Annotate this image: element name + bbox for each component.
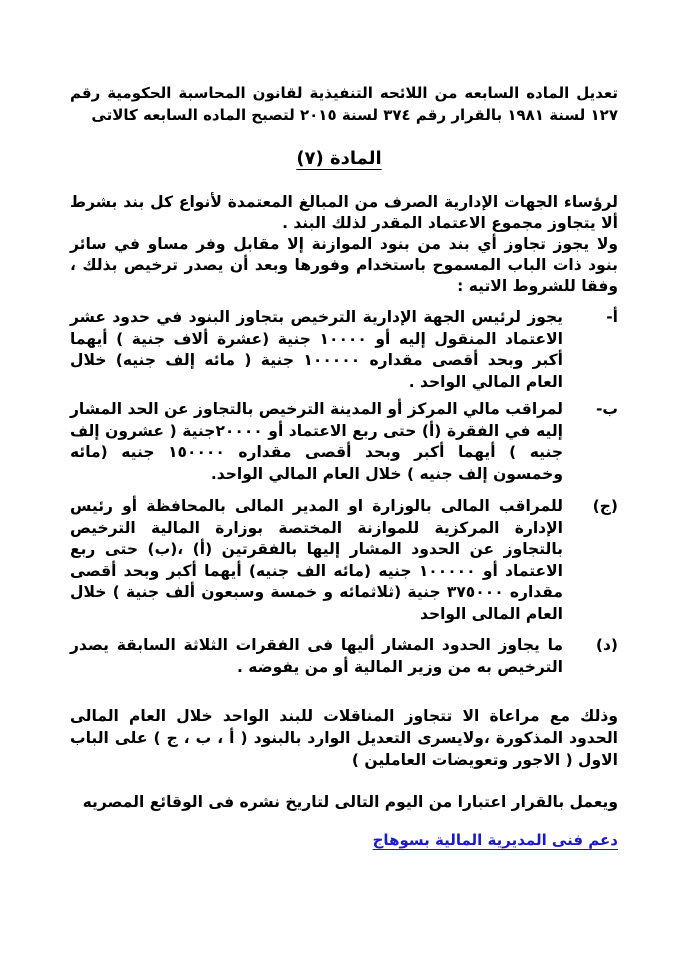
list-item-text: لمراقب مالي المركز أو المدينة الترخيص بالتجاوز عن الحد المشار إليه في الفقرة (أ) حتى ربع الاعتماد أو ٢٠٠٠٠جنية ( عشرون إلف جنيه ) أيهما أكبر وبحد أقصى مقداره ١٥٠٠٠٠ جنيه (مائه وخمسون إلف جنيه ) خلال العام المالي الواحد. (70, 400, 563, 483)
paragraph-4: ويعمل بالقرار اعتبارا من اليوم التالى لتاريخ نشره فى الوقائع المصريه (82, 793, 618, 811)
article-title-wrap (0, 148, 678, 169)
list-item-d (70, 635, 618, 678)
list-item-text: ما يجاوز الحدود المشار أليها فى الفقرات الثلاثة السابقة يصدر الترخيص به من وزير المالية أو من يفوضه . (70, 636, 563, 676)
list-item-c (70, 496, 618, 625)
list-marker: (د) (595, 636, 618, 654)
list-marker: ب- (595, 400, 618, 418)
support-link[interactable]: دعم فنى المديرية المالية بسوهاج (372, 831, 618, 849)
list-item-text: يجوز لرئيس الجهة الإدارية الترخيص بتجاوز البنود في حدود عشر الاعتماد المنقول إليه أو ١٠٠٠٠ جنية (عشرة ألاف جنية ) أيهما أكبر وبحد أقصى مقداره ١٠٠٠٠٠ جنية ( مائه إلف جنيه) خلال العام المالي الواحد . (70, 308, 563, 391)
list-item-a (70, 307, 618, 393)
list-marker: أ- (606, 308, 618, 326)
intro-heading: تعديل الماده السابعه من اللائحه التنفيذية لقانون المحاسبة الحكومية رقم ١٢٧ لسنة ١٩٨١ بالقرار رقم ٣٧٤ لسنة ٢٠١٥ لتصبح الماده السابعه كالاتى (70, 84, 618, 124)
list-item-text: للمراقب المالى بالوزارة او المدير المالى بالمحافظة أو رئيس الإدارة المركزية للموازنة المختصة بوزارة المالية الترخيص بالتجاوز عن الحدود المشار إليها بالفقرتين (أ) ،(ب) حتى ربع الاعتماد أو ١٠٠٠٠٠ جنيه (مائه الف جنيه) أيهما أكبر وبحد أقصى مقداره ٣٧٥٠٠٠ جنية (ثلاثمائه و خمسة وسبعون ألف جنية ) خلال العام المالى الواحد (70, 497, 563, 623)
paragraph-3: وذلك مع مراعاة الا تتجاوز المناقلات للبند الواحد خلال العام المالى الحدود المذكورة ،ولايسرى التعديل الوارد بالبنود ( أ ، ب ، ج ) على الباب الاول ( الاجور وتعويضات العاملين ) (70, 707, 618, 769)
paragraph-2: ولا يجوز تجاوز أي بند من بنود الموازنة إلا مقابل وفر مساو في سائر بنود ذات الباب المسموح باستخدام وفورها وبعد أن يصدر ترخيص بذلك ، وفقا للشروط الاتيه : (70, 235, 618, 295)
list-marker: (ج) (592, 497, 618, 515)
article-title: المادة (٧) (296, 148, 382, 169)
list-item-b (70, 399, 618, 485)
paragraph-1: لرؤساء الجهات الإدارية الصرف من المبالغ المعتمدة لأنواع كل بند بشرط ألا يتجاوز مجموع الاعتماد المقدر لذلك البند . (70, 193, 618, 232)
